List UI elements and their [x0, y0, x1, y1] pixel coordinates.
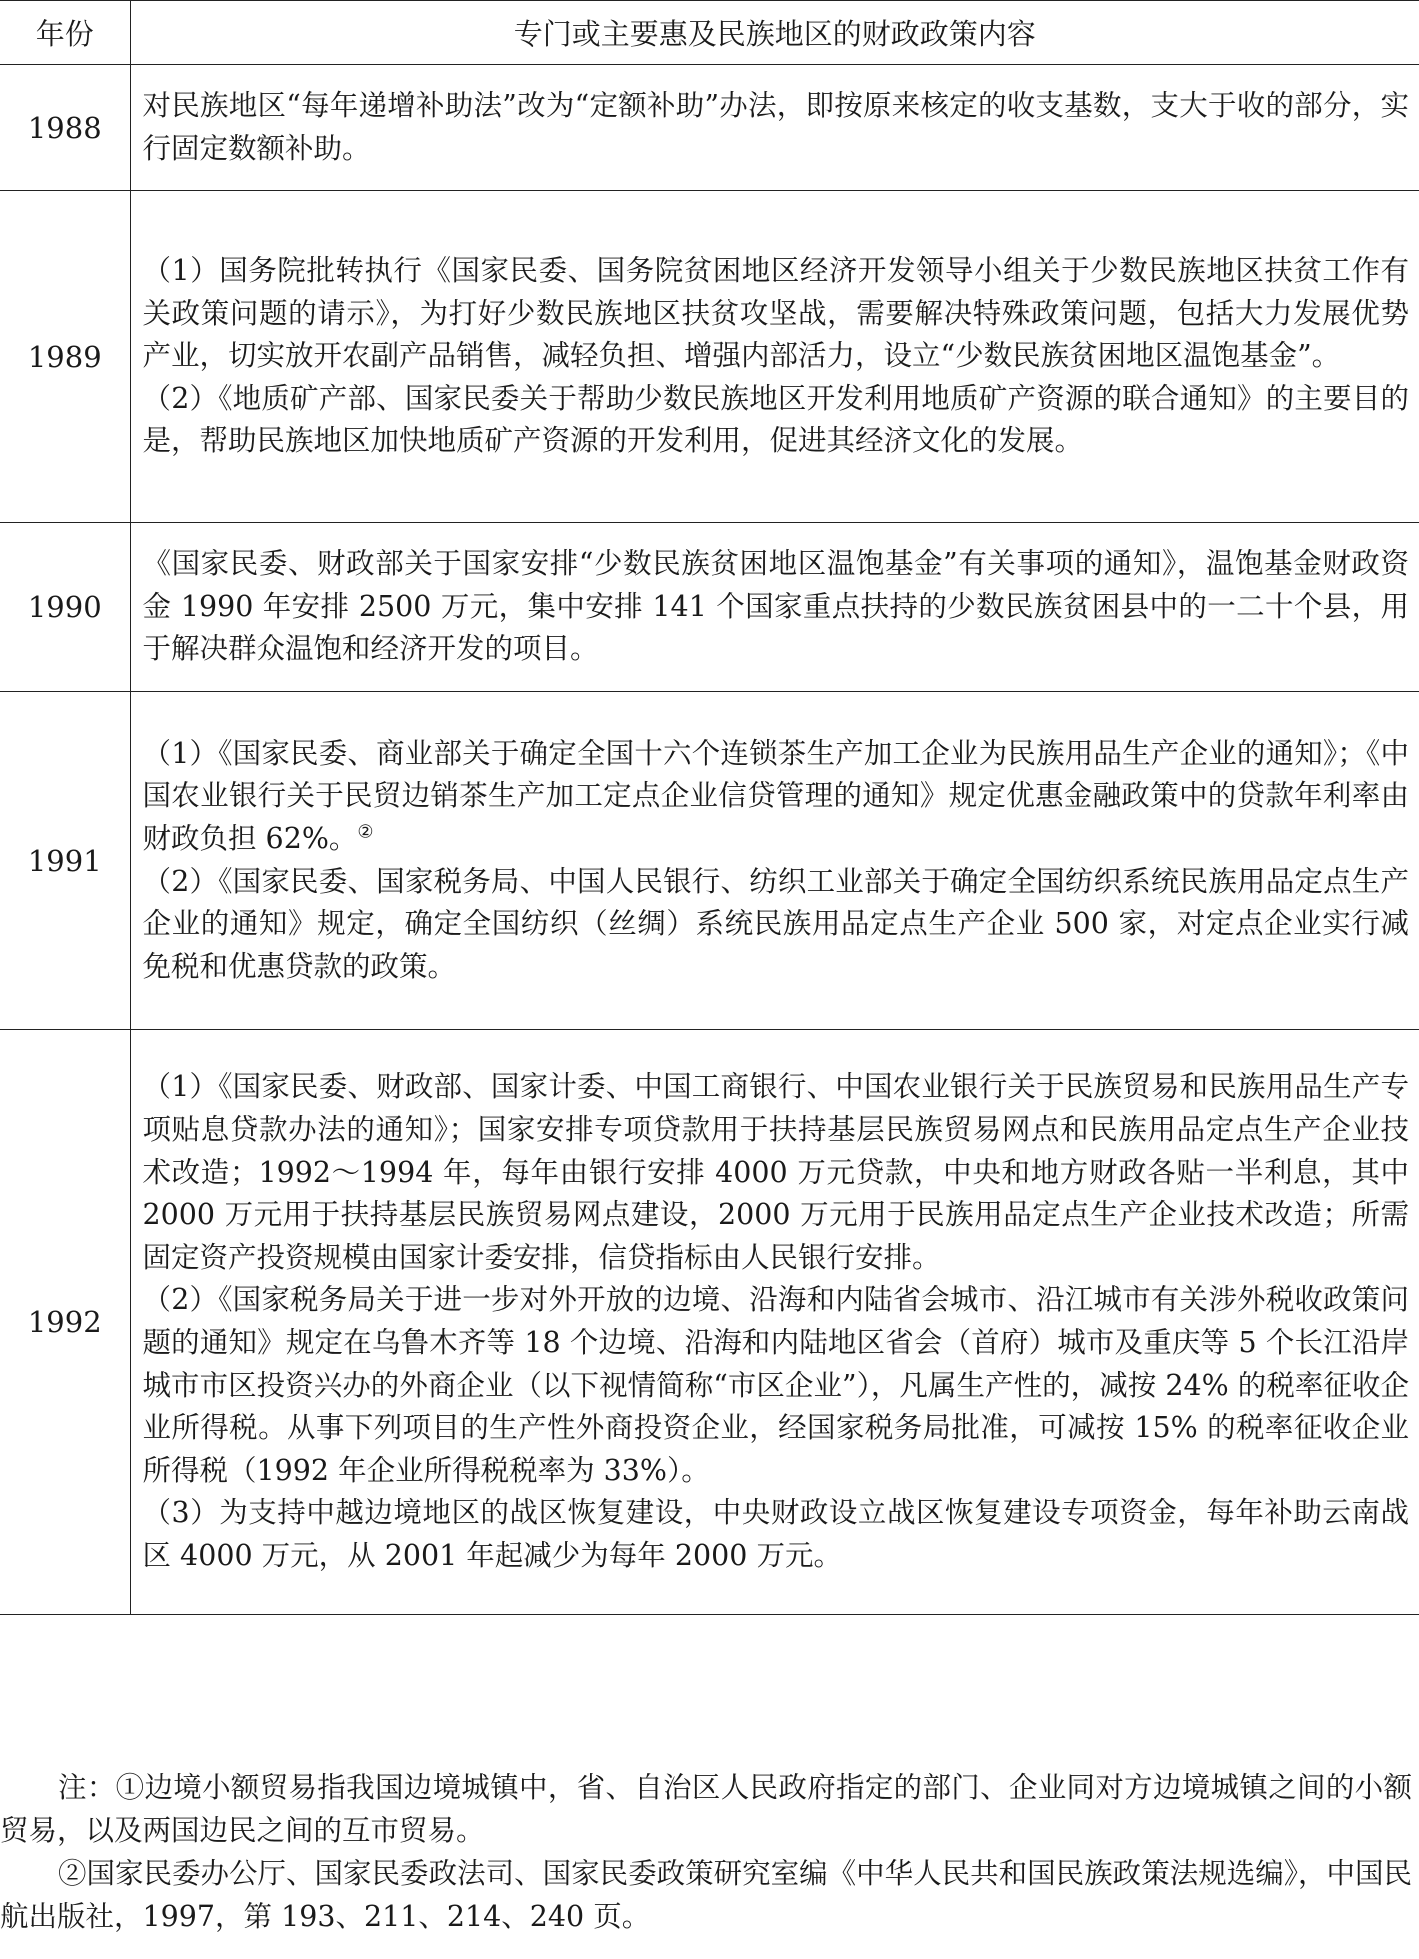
- policy-paragraph: （3）为支持中越边境地区的战区恢复建设，中央财政设立战区恢复建设专项资金，每年补助云南战区 4000 万元，从 2001 年起减少为每年 2000 万元。: [142, 1496, 1409, 1572]
- table-header-row: [0, 1, 1419, 65]
- header-content: 专门或主要惠及民族地区的财政政策内容: [130, 1, 1419, 65]
- row-content: [130, 1030, 1419, 1615]
- row-year: 1990: [0, 523, 130, 692]
- row-year: 1992: [0, 1030, 130, 1615]
- row-content: [130, 65, 1419, 191]
- note-paragraph: 注：①边境小额贸易指我国边境城镇中，省、自治区人民政府指定的部门、企业同对方边境城镇之间的小额贸易，以及两国边民之间的互市贸易。: [0, 1771, 1412, 1847]
- table-row: [0, 1030, 1419, 1615]
- policy-paragraph: （1）国务院批转执行《国家民委、国务院贫困地区经济开发领导小组关于少数民族地区扶贫工作有关政策问题的请示》，为打好少数民族地区扶贫攻坚战，需要解决特殊政策问题，包括大力发展优势产业，切实放开农副产品销售，减轻负担、增强内部活力，设立“少数民族贫困地区温饱基金”。: [142, 254, 1409, 373]
- row-year: 1991: [0, 692, 130, 1030]
- table-row: [0, 692, 1419, 1030]
- header-year: 年份: [0, 1, 130, 65]
- row-content: [130, 692, 1419, 1030]
- table-notes: [0, 1766, 1412, 1938]
- row-content: [130, 523, 1419, 692]
- policy-paragraph: （2）《地质矿产部、国家民委关于帮助少数民族地区开发利用地质矿产资源的联合通知》的主要目的是，帮助民族地区加快地质矿产资源的开发利用，促进其经济文化的发展。: [142, 381, 1409, 458]
- row-year: 1988: [0, 65, 130, 191]
- policy-paragraph: 对民族地区“每年递增补助法”改为“定额补助”办法，即按原来核定的收支基数，支大于收的部分，实行固定数额补助。: [142, 88, 1409, 165]
- policy-paragraph-text: （1）《国家民委、商业部关于确定全国十六个连锁茶生产加工企业为民族用品生产企业的通知》；《中国农业银行关于民贸边销茶生产加工定点企业信贷管理的通知》规定优惠金融政策中的贷款年利率由财政负担 62%。: [142, 736, 1409, 855]
- table-row: [0, 65, 1419, 191]
- note-paragraph: ②国家民委办公厅、国家民委政法司、国家民委政策研究室编《中华人民共和国民族政策法规选编》，中国民航出版社，1997，第 193、211、214、240 页。: [0, 1857, 1412, 1933]
- policy-paragraph: （2）《国家税务局关于进一步对外开放的边境、沿海和内陆省会城市、沿江城市有关涉外税收政策问题的通知》规定在乌鲁木齐等 18 个边境、沿海和内陆地区省会（首府）城市及重庆等 5 个长江沿岸城市市区投资兴办的外商企业（以下视情简称“市区企业”），凡属生产性的，减按 24% 的税率征收企业所得税。从事下列项目的生产性外商投资企业，经国家税务局批准，可减按 15% 的税率征收企业所得税（1992 年企业所得税税率为 33%）。: [142, 1283, 1409, 1487]
- row-year: 1989: [0, 191, 130, 523]
- policy-paragraph: [143, 733, 1410, 861]
- table-row: [0, 191, 1419, 523]
- footnote-marker: ②: [357, 821, 374, 843]
- policy-paragraph: （2）《国家民委、国家税务局、中国人民银行、纺织工业部关于确定全国纺织系统民族用品定点生产企业的通知》规定，确定全国纺织（丝绸）系统民族用品定点生产企业 500 家，对定点企业实行减免税和优惠贷款的政策。: [142, 864, 1409, 983]
- row-content: [130, 191, 1419, 523]
- policy-paragraph: 《国家民委、财政部关于国家安排“少数民族贫困地区温饱基金”有关事项的通知》，温饱基金财政资金 1990 年安排 2500 万元，集中安排 141 个国家重点扶持的少数民族贫困县中的一二十个县，用于解决群众温饱和经济开发的项目。: [142, 547, 1409, 666]
- policy-paragraph: （1）《国家民委、财政部、国家计委、中国工商银行、中国农业银行关于民族贸易和民族用品生产专项贴息贷款办法的通知》；国家安排专项贷款用于扶持基层民族贸易网点和民族用品定点生产企业技术改造；1992～1994 年，每年由银行安排 4000 万元贷款，中央和地方财政各贴一半利息，其中 2000 万元用于扶持基层民族贸易网点建设，2000 万元用于民族用品定点生产企业技术改造；所需固定资产投资规模由国家计委安排，信贷指标由人民银行安排。: [142, 1070, 1409, 1274]
- table-row: [0, 523, 1419, 692]
